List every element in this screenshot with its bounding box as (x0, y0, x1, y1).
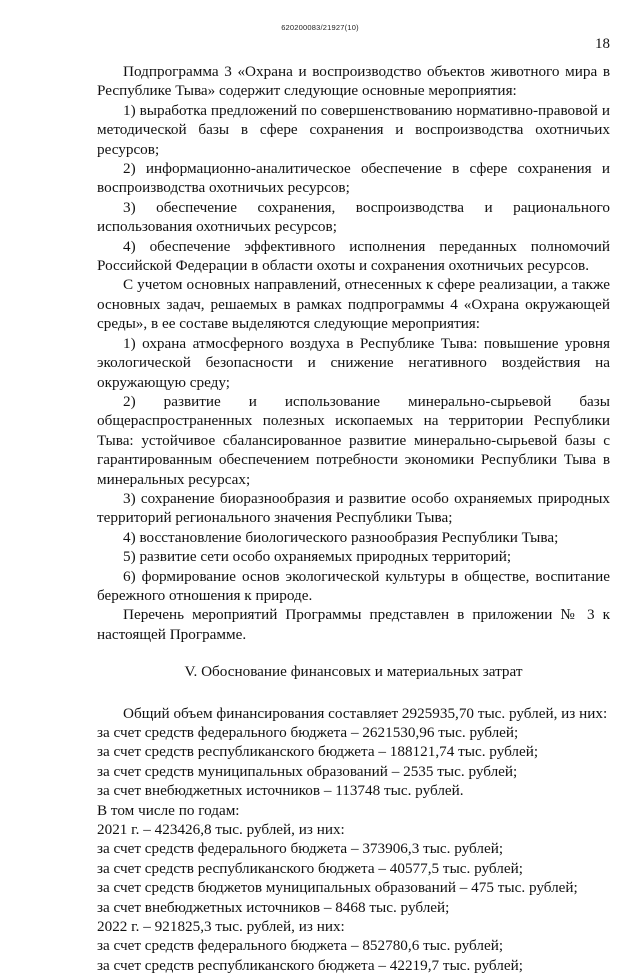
section-heading: V. Обоснование финансовых и материальных затрат (184, 663, 523, 681)
paragraph: 4) восстановление биологического разнообразия Республики Тыва; (123, 528, 559, 546)
paragraph: 6) формирование основ экологической культуры в обществе, воспитание бережного отношения к природе. (97, 567, 610, 604)
financing-line: за счет средств муниципальных образований – 2535 тыс. рублей; (97, 762, 518, 780)
financing-line: Общий объем финансирования составляет 2925935,70 тыс. рублей, из них: (123, 704, 608, 722)
financing-line: за счет средств федерального бюджета – 2621530,96 тыс. рублей; (97, 724, 519, 741)
financing-line: за счет средств республиканского бюджета – 40577,5 тыс. рублей; (97, 859, 523, 877)
financing-line: за счет средств республиканского бюджета – 42219,7 тыс. рублей; (97, 956, 523, 974)
document-id: 620200083/21927(10) (281, 23, 359, 32)
financing-line: за счет средств бюджетов муниципальных образований – 475 тыс. рублей; (97, 879, 578, 897)
paragraph: 4) обеспечение эффективного исполнения переданных полномочий Российской Федерации в области охоты и сохранения охотничьих ресурсов. (97, 237, 610, 275)
paragraph: 2) развитие и использование минерально-сырьевой базы общераспространенных полезных ископаемых на территории Республики Тыва: устойчивое сбалансированное развитие минерально-сырьевой базы с гарантированным обеспечением потребности экономики Республики Тыва в минеральных ресурсах; (97, 392, 610, 488)
financing-line: за счет внебюджетных источников – 113748 тыс. рублей. (97, 782, 464, 800)
page-number: 18 (595, 36, 610, 52)
document-body (97, 62, 610, 975)
paragraph: Подпрограмма 3 «Охрана и воспроизводство объектов животного мира в Республике Тыва» содержит следующие основные мероприятия: (97, 63, 610, 100)
financing-line: за счет средств федерального бюджета – 373906,3 тыс. рублей; (97, 840, 504, 858)
paragraph: 3) обеспечение сохранения, воспроизводства и рационального использования охотничьих ресурсов; (97, 198, 610, 236)
paragraph: 3) сохранение биоразнообразия и развитие особо охраняемых природных территорий регионального значения Республики Тыва; (97, 489, 610, 527)
financing-line: за счет средств республиканского бюджета – 188121,74 тыс. рублей; (97, 743, 539, 761)
paragraph: 2) информационно-аналитическое обеспечение в сфере сохранения и воспроизводства охотничьих ресурсов; (97, 160, 610, 197)
paragraph: 1) выработка предложений по совершенствованию нормативно-правовой и методической базы в сфере сохранения и воспроизводства охотничьих ресурсов; (97, 101, 610, 158)
financing-line: за счет средств федерального бюджета – 852780,6 тыс. рублей; (97, 937, 504, 955)
financing-list (97, 704, 610, 975)
paragraph: Перечень мероприятий Программы представлен в приложении № 3 к настоящей Программе. (97, 606, 610, 643)
financing-line: В том числе по годам: (97, 801, 240, 819)
paragraph: 5) развитие сети особо охраняемых природных территорий; (123, 548, 512, 566)
financing-line: 2021 г. – 423426,8 тыс. рублей, из них: (97, 821, 345, 839)
financing-line: за счет внебюджетных источников – 8468 тыс. рублей; (97, 898, 450, 916)
paragraph: С учетом основных направлений, отнесенных к сфере реализации, а также основных задач, решаемых в рамках подпрограммы 4 «Охрана окружающей среды», в ее составе выделяются следующие мероприятия: (97, 276, 610, 333)
paragraph: 1) охрана атмосферного воздуха в Республике Тыва: повышение уровня экологической безопасности и снижение негативного воздействия на окружающую среду; (97, 334, 610, 391)
financing-line: 2022 г. – 921825,3 тыс. рублей, из них: (97, 918, 345, 936)
